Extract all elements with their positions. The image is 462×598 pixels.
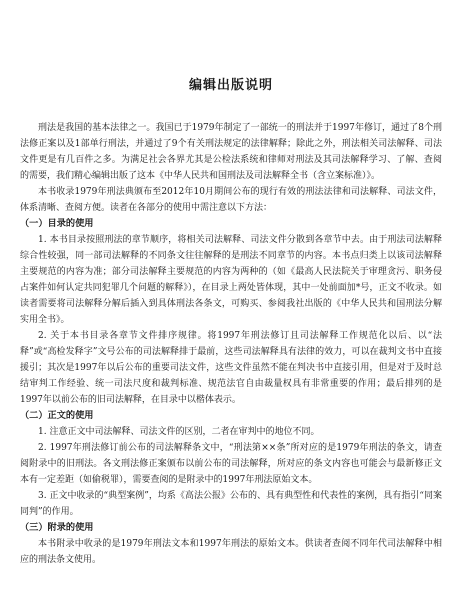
intro-paragraph-2: 本书收录1979年刑法典颁布至2012年10月期间公布的现行有效的刑法法律和司法解释、司法文件，体系清晰、查阅方便。读者在各部分的使用中需注意以下方法： [20, 187, 442, 213]
section-heading-appendix: （三）附录的使用 [20, 522, 94, 533]
appendix-paragraph-1: 本书附录中收录的是1979年刑法文本和1997年刑法的原始文本。供读者查阅不同年代司法解释中相应的刑法条文使用。 [20, 539, 442, 565]
body-text-paragraph-3: 3. 正文中收录的“典型案例”，均系《高法公报》公布的、具有典型性和代表性的案例，具有指引“同案同判”的作用。 [20, 491, 442, 517]
contents-paragraph-1: 1. 本书目录按照刑法的章节顺序，将相关司法解释、司法文件分散到各章节中去。由于刑法司法解释综合性较强，同一部司法解释的不同条文往往解释的是刑法不同章节的内容。本书点归类上以该司法解释主要规范的内容为准；部分司法解释主要规范的内容为两种的（如《最高人民法院关于审理贪污、职务侵占案件如何认定共同犯罪几个问题的解释》），在目录上两处皆体现，其中一处前面加*号，正文不收录。如读者需要将司法解释分解后插入到具体刑法各条文，可购买、参阅我社出版的《中华人民共和国刑法分解实用全书》。 [20, 235, 442, 325]
body-text-paragraph-2: 2. 1997年刑法修订前公布的司法解释条文中，“刑法第××条”所对应的是1979年刑法的条文，请查阅附录中的旧刑法。各文刑法修正案颁布以前公布的司法解释，所对应的条文内容也可能会与最新修正文本有一定差距（如偷税罪），需要查阅的是附录中的1997年刑法原始文本。 [20, 443, 442, 485]
intro-paragraph-1: 刑法是我国的基本法律之一。我国已于1979年制定了一部统一的刑法并于1997年修订，通过了8个刑法修正案以及1部单行刑法，并通过了9个有关刑法规定的法律解释；除此之外，刑法相关司法解释、司法文件更是有几百件之多。为满足社会各界尤其是公检法系统和律师对刑法及其司法解释学习、了解、查阅的需要，我们精心编辑出版了这本《中华人民共和国刑法及司法解释全书（含立案标准）》。 [20, 123, 442, 181]
section-heading-contents: （一）目录的使用 [20, 218, 94, 229]
page-title: 编辑出版说明 [188, 78, 273, 93]
contents-paragraph-2: 2. 关于本书目录各章节文件排序规律。将1997年刑法修订且司法解释工作规范化以后、以“法释”或“高检发释字”文号公布的司法解释排于最前，这些司法解释具有法律的效力，可以在裁判文书中直接援引；其次是1997年以后公布的重要司法文件，这些文件虽然不能在判决书中直接引用，但是对于及时总结审判工作经验、统一司法尺度和裁判标准、规范法官自由裁量权具有非常重要的作用；最后排列的是1997年以前公布的旧司法解释，在目录中以楷体表示。 [20, 331, 442, 405]
section-heading-body-text: （二）正文的使用 [20, 410, 94, 421]
document-body [20, 120, 442, 568]
body-text-paragraph-1: 1. 注意正文中司法解释、司法文件的区别，二者在审判中的地位不同。 [38, 427, 320, 437]
